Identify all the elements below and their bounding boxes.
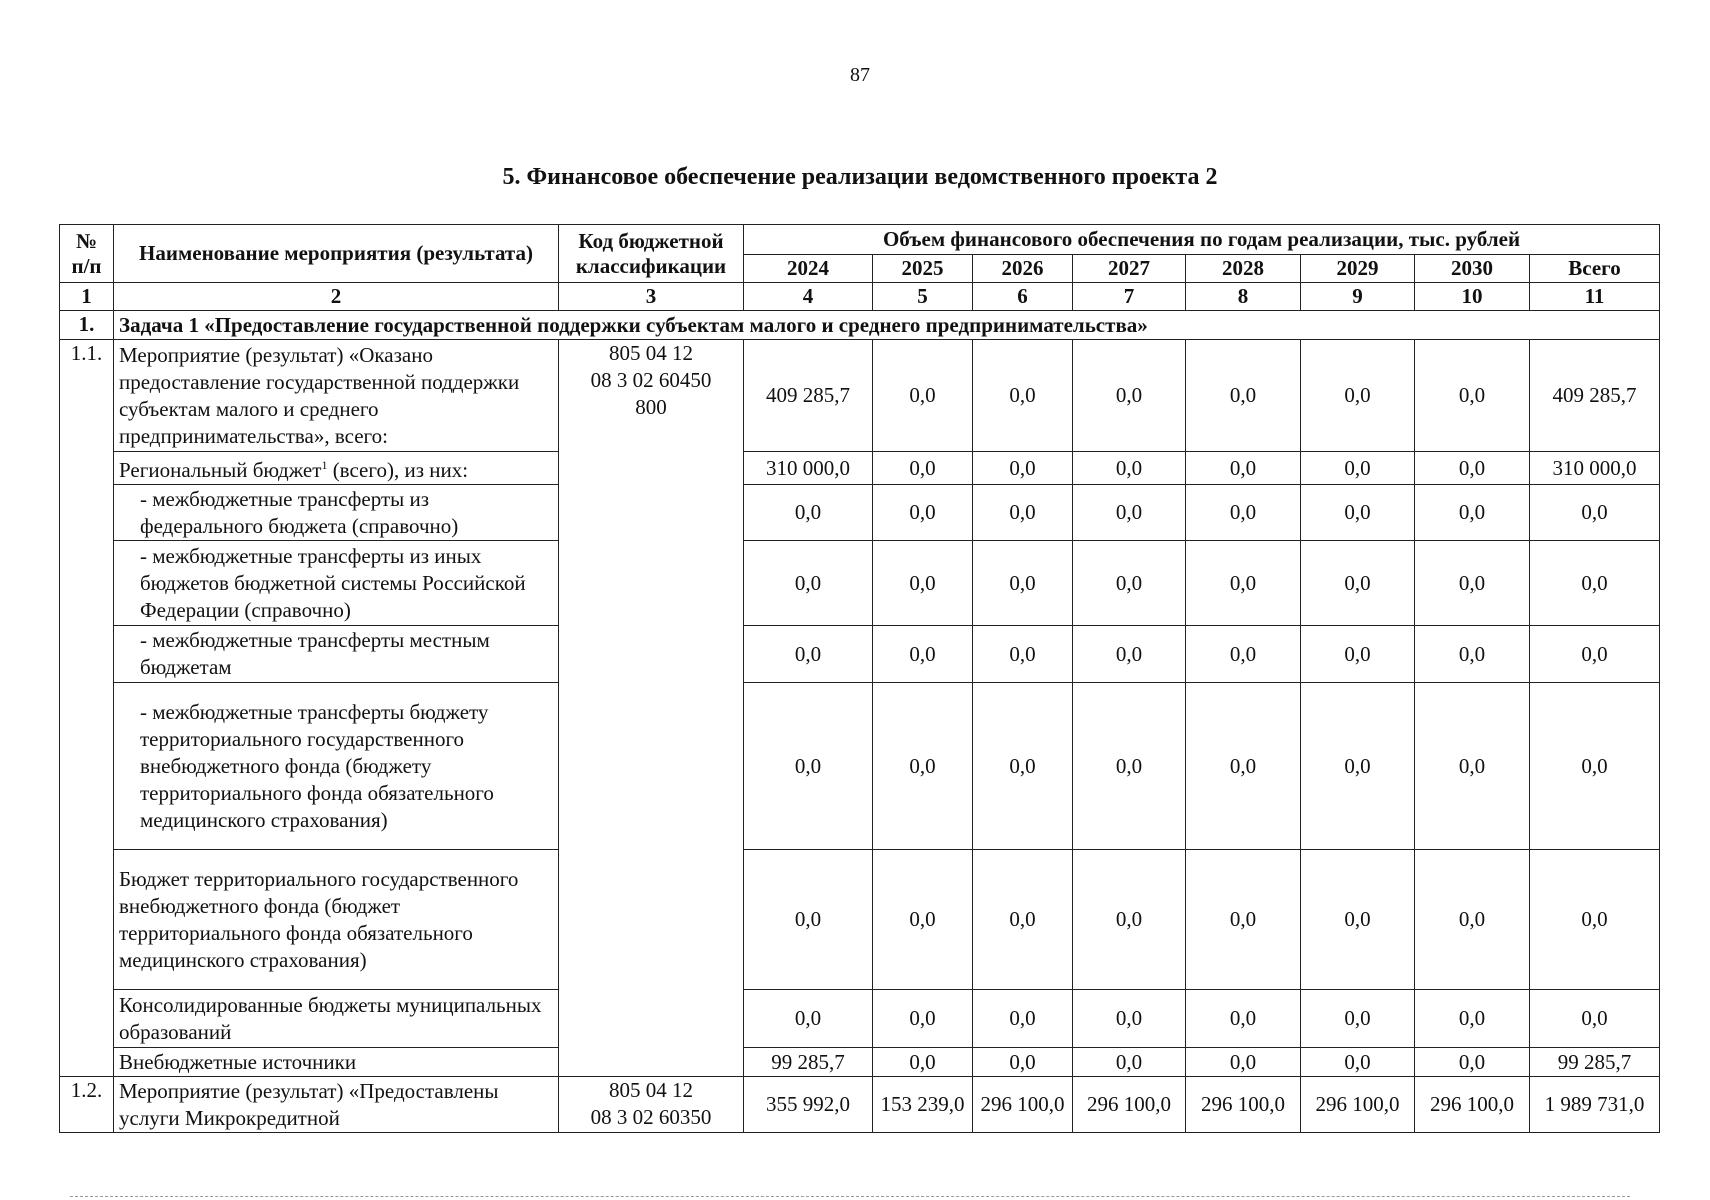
- col-number: 5: [873, 283, 973, 311]
- value-cell: 0,0: [1186, 340, 1301, 452]
- table-row: [60, 683, 1660, 850]
- value-cell: 355 992,0: [744, 1077, 873, 1133]
- value-cell: 0,0: [973, 626, 1073, 683]
- value-cell: 0,0: [1073, 990, 1186, 1048]
- header-year: 2024: [744, 255, 873, 283]
- value-cell: 0,0: [873, 1048, 973, 1077]
- table-row: [60, 485, 1660, 541]
- value-cell: 0,0: [873, 340, 973, 452]
- value-cell: 0,0: [1301, 683, 1415, 850]
- task-row: [60, 311, 1660, 340]
- value-cell: 0,0: [1301, 541, 1415, 626]
- value-cell: 0,0: [1415, 340, 1530, 452]
- row-label: Мероприятие (результат) «Оказано предоставление государственной поддержки субъектам малого и среднего предпринимательства», всего:: [114, 340, 559, 452]
- value-cell: 0,0: [873, 626, 973, 683]
- header-volume: Объем финансового обеспечения по годам реализации, тыс. рублей: [744, 225, 1660, 255]
- header-num: № п/п: [60, 225, 114, 283]
- value-cell: 0,0: [873, 452, 973, 485]
- value-cell: 0,0: [973, 850, 1073, 990]
- col-number: 11: [1530, 283, 1660, 311]
- value-cell: 0,0: [973, 1048, 1073, 1077]
- value-cell: 0,0: [1530, 485, 1660, 541]
- value-cell: 0,0: [1073, 683, 1186, 850]
- value-cell: 310 000,0: [744, 452, 873, 485]
- col-number: 7: [1073, 283, 1186, 311]
- row-label: Мероприятие (результат) «Предоставлены услуги Микрокредитной: [114, 1077, 559, 1133]
- document-title: 5. Финансовое обеспечение реализации ведомственного проекта 2: [502, 164, 1218, 190]
- value-cell: 0,0: [973, 340, 1073, 452]
- value-cell: 0,0: [973, 683, 1073, 850]
- value-cell: 296 100,0: [1415, 1077, 1530, 1133]
- col-number: 6: [973, 283, 1073, 311]
- value-cell: 0,0: [1073, 1048, 1186, 1077]
- col-number: 1: [60, 283, 114, 311]
- row-label: [114, 452, 559, 485]
- footnote-mark: 1: [321, 458, 328, 472]
- value-cell: 0,0: [1186, 1048, 1301, 1077]
- page-number: 87: [850, 64, 870, 86]
- value-cell: 0,0: [873, 850, 973, 990]
- task-num: 1.: [60, 311, 114, 340]
- value-cell: 0,0: [744, 485, 873, 541]
- row-label: - межбюджетные трансферты местным бюджетам: [114, 626, 559, 683]
- item-num: 1.1.: [60, 340, 114, 1077]
- value-cell: 296 100,0: [1073, 1077, 1186, 1133]
- row-label-text: Региональный бюджет: [119, 458, 322, 482]
- value-cell: 0,0: [1415, 1048, 1530, 1077]
- budget-code: 805 04 12 08 3 02 60450 800: [559, 340, 744, 1077]
- value-cell: 0,0: [1530, 990, 1660, 1048]
- value-cell: 0,0: [1301, 1048, 1415, 1077]
- value-cell: 0,0: [873, 541, 973, 626]
- header-year: 2028: [1186, 255, 1301, 283]
- col-number: 3: [559, 283, 744, 311]
- header-year: 2027: [1073, 255, 1186, 283]
- value-cell: 0,0: [744, 683, 873, 850]
- value-cell: 0,0: [1415, 683, 1530, 850]
- value-cell: 153 239,0: [873, 1077, 973, 1133]
- value-cell: 0,0: [1186, 990, 1301, 1048]
- value-cell: 409 285,7: [744, 340, 873, 452]
- value-cell: 0,0: [1415, 626, 1530, 683]
- header-total: Всего: [1530, 255, 1660, 283]
- value-cell: 296 100,0: [1301, 1077, 1415, 1133]
- value-cell: 0,0: [1301, 340, 1415, 452]
- table-row: [60, 1077, 1660, 1133]
- value-cell: 0,0: [973, 452, 1073, 485]
- value-cell: 0,0: [973, 990, 1073, 1048]
- value-cell: 0,0: [1530, 683, 1660, 850]
- value-cell: 409 285,7: [1530, 340, 1660, 452]
- value-cell: 0,0: [1301, 485, 1415, 541]
- value-cell: 0,0: [1073, 485, 1186, 541]
- value-cell: 0,0: [1073, 626, 1186, 683]
- value-cell: 0,0: [1301, 452, 1415, 485]
- value-cell: 0,0: [1415, 485, 1530, 541]
- value-cell: 310 000,0: [1530, 452, 1660, 485]
- value-cell: 0,0: [873, 485, 973, 541]
- table-row: [60, 850, 1660, 990]
- header-year: 2025: [873, 255, 973, 283]
- value-cell: 0,0: [1073, 340, 1186, 452]
- row-label: Консолидированные бюджеты муниципальных образований: [114, 990, 559, 1048]
- value-cell: 0,0: [1530, 626, 1660, 683]
- bottom-divider: [70, 1196, 1630, 1197]
- value-cell: 0,0: [1530, 541, 1660, 626]
- value-cell: 0,0: [1415, 541, 1530, 626]
- table-row: [60, 626, 1660, 683]
- value-cell: 0,0: [1301, 626, 1415, 683]
- value-cell: 0,0: [1186, 485, 1301, 541]
- col-number: 9: [1301, 283, 1415, 311]
- table-row: [60, 452, 1660, 485]
- value-cell: 99 285,7: [1530, 1048, 1660, 1077]
- row-label: - межбюджетные трансферты из иных бюджетов бюджетной системы Российской Федерации (справочно): [114, 541, 559, 626]
- table-row: [60, 1048, 1660, 1077]
- col-number: 10: [1415, 283, 1530, 311]
- value-cell: 0,0: [1186, 452, 1301, 485]
- header-name: Наименование мероприятия (результата): [114, 225, 559, 283]
- value-cell: 0,0: [1186, 850, 1301, 990]
- row-label-suffix: (всего), из них:: [327, 458, 469, 482]
- value-cell: 0,0: [873, 683, 973, 850]
- header-year: 2030: [1415, 255, 1530, 283]
- table-row: [60, 340, 1660, 452]
- value-cell: 0,0: [973, 541, 1073, 626]
- value-cell: 0,0: [1301, 850, 1415, 990]
- budget-code: 805 04 12 08 3 02 60350: [559, 1077, 744, 1133]
- value-cell: 0,0: [1186, 626, 1301, 683]
- column-number-row: [60, 283, 1660, 311]
- value-cell: 99 285,7: [744, 1048, 873, 1077]
- col-number: 2: [114, 283, 559, 311]
- header-year: 2026: [973, 255, 1073, 283]
- value-cell: 296 100,0: [973, 1077, 1073, 1133]
- task-title: Задача 1 «Предоставление государственной поддержки субъектам малого и среднего предпринимательства»: [114, 311, 1660, 340]
- value-cell: 0,0: [744, 541, 873, 626]
- value-cell: 0,0: [873, 990, 973, 1048]
- value-cell: 1 989 731,0: [1530, 1077, 1660, 1133]
- header-code: Код бюджетной классификации: [559, 225, 744, 283]
- value-cell: 0,0: [973, 485, 1073, 541]
- value-cell: 0,0: [1186, 683, 1301, 850]
- col-number: 4: [744, 283, 873, 311]
- value-cell: 0,0: [1073, 541, 1186, 626]
- value-cell: 0,0: [1415, 990, 1530, 1048]
- financing-table: [59, 224, 1660, 1133]
- row-label: - межбюджетные трансферты бюджету территориального государственного внебюджетного фонда (бюджету территориального фонда обязательного медицинского страхования): [114, 683, 559, 850]
- value-cell: 0,0: [1301, 990, 1415, 1048]
- value-cell: 296 100,0: [1186, 1077, 1301, 1133]
- value-cell: 0,0: [1073, 850, 1186, 990]
- value-cell: 0,0: [1530, 850, 1660, 990]
- header-year: 2029: [1301, 255, 1415, 283]
- value-cell: 0,0: [744, 626, 873, 683]
- row-label: - межбюджетные трансферты из федерального бюджета (справочно): [114, 485, 559, 541]
- row-label: Внебюджетные источники: [114, 1048, 559, 1077]
- value-cell: 0,0: [1073, 452, 1186, 485]
- row-label: Бюджет территориального государственного внебюджетного фонда (бюджет территориального фонда обязательного медицинского страхования): [114, 850, 559, 990]
- value-cell: 0,0: [1186, 541, 1301, 626]
- col-number: 8: [1186, 283, 1301, 311]
- item-num: 1.2.: [60, 1077, 114, 1133]
- header-row-1: [60, 225, 1660, 255]
- table-row: [60, 541, 1660, 626]
- value-cell: 0,0: [1415, 452, 1530, 485]
- value-cell: 0,0: [744, 850, 873, 990]
- value-cell: 0,0: [744, 990, 873, 1048]
- table-row: [60, 990, 1660, 1048]
- value-cell: 0,0: [1415, 850, 1530, 990]
